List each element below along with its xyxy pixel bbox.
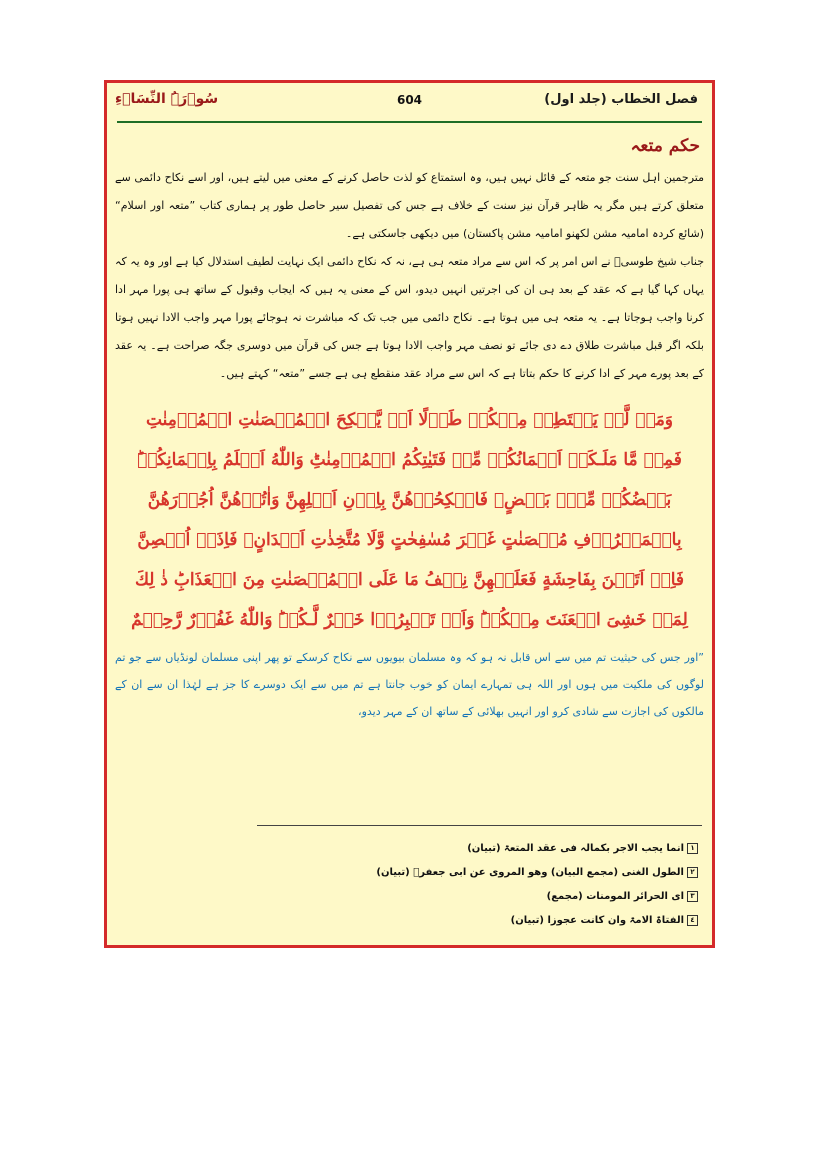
footnote-marker-icon: ١ (687, 843, 698, 854)
verse-translation: ”اور جس کی حیثیت تم میں سے اس قابل نہ ہو کہ وہ مسلمان بیویوں سے نکاح کرسکے تو پھر اپنی مسلمان لونڈیاں سے جو تم لوگوں کی ملکیت میں ہوں اور اللہ ہی تمہارے ایمان کو خوب جانتا ہے تم میں سے ایک دوسرے کا جز ہے لہٰذا ان سے ان کے مالکوں کی اجازت سے شادی کرو اور انہیں بھلائی کے ساتھ ان کے مہر دیدو، (115, 651, 704, 718)
footnote-marker-icon: ٤ (687, 915, 698, 926)
header-divider (117, 121, 702, 123)
page-body (115, 131, 704, 725)
footnote-4 (376, 909, 698, 933)
paragraph-1: مترجمین اہل سنت جو متعہ کے قائل نہیں ہیں، وہ استمتاع کو لذت حاصل کرنے کے معنی میں لیتے ہیں، اور اسے نکاح دائمی سے متعلق کرتے ہیں مگر یہ ظاہر قرآن نیز سنت کے خلاف ہے جس کی تفصیل سیر حاصل طور پر ہماری کتاب ”متعہ اور اسلام“ (شائع کردہ امامیہ مشن لکھنو امامیہ مشن پاکستان) میں دیکھی جاسکتی ہے۔ (115, 171, 704, 240)
paragraph-2: جناب شیخ طوسیؒ نے اس امر پر کہ اس سے مراد متعہ ہی ہے، نہ کہ نکاح دائمی ایک نہایت لطیف استدلال کیا ہے اور وہ یہ کہ یہاں کہا گیا ہے کہ عقد کے بعد ہی ان کی اجرتیں انہیں دیدو، اس کے معنی یہ ہیں کہ ایجاب وقبول کے ساتھ ہی پورا مہر ادا کرنا واجب ہوجاتا ہے۔ یہ متعہ ہی میں ہوتا ہے۔ نکاح دائمی میں جب تک کہ مباشرت نہ ہوجائے پورا مہر واجب الادا نہیں ہوتا بلکہ اگر قبل مباشرت طلاق دے دی جائے تو نصف مہر واجب الادا ہوتا ہے جس کی قرآن میں دوسری جگہ صراحت ہے۔ یہ عقد کے بعد پورے مہر کے ادا کرنے کا حکم بتاتا ہے کہ اس سے مراد عقد منقطع ہی ہے جسے ”متعہ“ کہتے ہیں۔ (115, 255, 704, 380)
footnote-text: انما یجب الاجر بکمالہ فی عقد المتعۃ (تبیان) (467, 843, 684, 854)
footnote-text: الطول الغنی (مجمع البیان) وھو المروی عن ابی جعفرؑ (تبیان) (376, 867, 684, 878)
footnote-marker-icon: ٢ (687, 867, 698, 878)
footnote-1 (376, 837, 698, 861)
footnote-2 (376, 861, 698, 885)
page-number: 604 (396, 93, 423, 107)
footnote-text: الفتاۃ الامۃ وان کانت عجوزا (تبیان) (510, 915, 684, 926)
quran-verse: وَمَنۡ لَّمۡ يَسۡتَطِعۡ مِنۡكُمۡ طَوۡلًا اَنۡ يَّنۡكِحَ الۡمُحۡصَنٰتِ الۡمُؤۡمِنٰتِ فَمِنۡ مَّا مَلَـكَتۡ اَيۡمَانُكُمۡ مِّنۡ فَتَيٰتِكُمُ الۡمُؤۡمِنٰتِ‌ؕ وَاللّٰهُ اَعۡلَمُ بِاِيۡمَانِكُمۡ‌ؕ بَعۡضُكُمۡ مِّنۡۢ بَعۡضٍ‌ۚ فَانۡكِحُوۡهُنَّ بِاِذۡنِ اَهۡلِهِنَّ وَاٰتُوۡهُنَّ اُجُوۡرَهُنَّ بِالۡمَعۡرُوۡفِ مُحۡصَنٰتٍ غَيۡرَ مُسٰفِحٰتٍ وَّلَا مُتَّخِذٰتِ اَخۡدَانٍ‌ۚ فَاِذَاۤ اُحۡصِنَّ فَاِنۡ اَتَيۡنَ بِفَاحِشَةٍ فَعَلَيۡهِنَّ نِصۡفُ مَا عَلَى الۡمُحۡصَنٰتِ مِنَ الۡعَذَابِ‌ؕ ذٰ لِكَ لِمَنۡ خَشِىَ الۡعَنَتَ مِنۡكُمۡ‌ؕ وَاَنۡ تَصۡبِرُوۡا خَيۡرٌ لَّـكُمۡ‌ؕ وَاللّٰهُ غَفُوۡرٌ رَّحِيۡمٌ (131, 410, 688, 630)
footnote-text: ای الحرائر المومنات (مجمع) (546, 891, 684, 902)
footnotes-list (376, 837, 698, 933)
surah-title: سُوۡرَۃُ النِّسَاۗءِ (115, 91, 219, 107)
footnote-divider (257, 825, 702, 826)
book-title: فصل الخطاب (جلد اول) (544, 92, 698, 107)
section-heading: حکم متعہ (630, 136, 700, 156)
page-frame (104, 80, 715, 948)
footnote-marker-icon: ٣ (687, 891, 698, 902)
footnote-3 (376, 885, 698, 909)
page-header (107, 83, 712, 121)
